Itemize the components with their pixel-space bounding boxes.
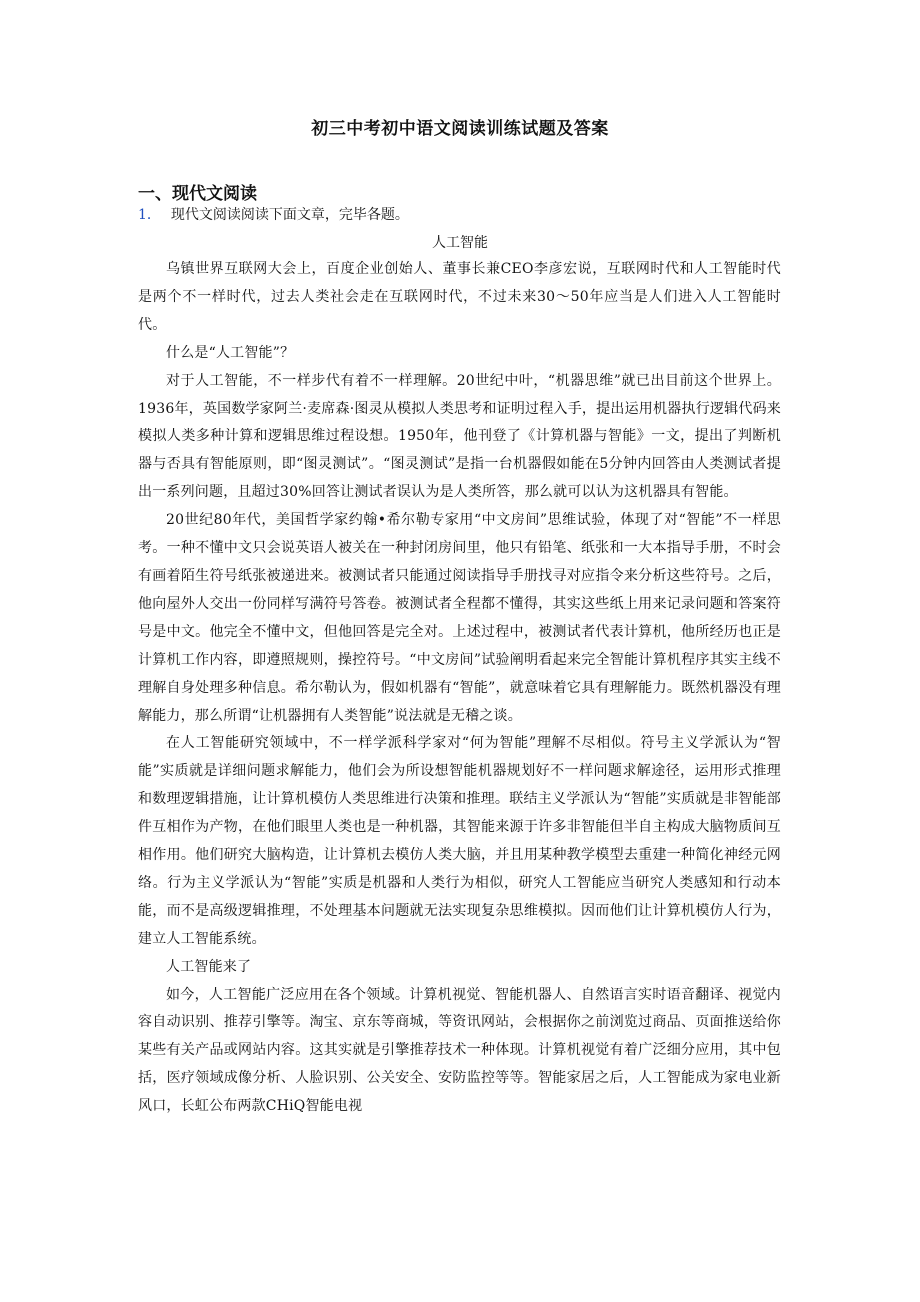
question-text: 现代文阅读阅读下面文章，完毕各题。 [170,207,409,223]
paragraph: 什么是“人工智能”？ [166,344,295,361]
section-heading: 一、现代文阅读 [138,184,257,204]
paragraph: 对于人工智能，不一样步代有着不一样理解。20世纪中叶，“机器思维”就已出目前这个世界上。1936年，英国数学家阿兰·麦席森·图灵从模拟人类思考和证明过程入手，提出运用机器执行逻辑代码来模拟人类多种计算和逻辑思维过程设想。1950年，他刊登了《计算机器与智能》一文，提出了判断机器与否具有智能原则，即“图灵测试”。“图灵测试”是指一台机器假如能在5分钟内回答由人类测试者提出一系列问题，且超过30%回答让测试者误认为是人类所答，那么就可以认为这机器具有智能。 [138,372,781,501]
article-body [138,256,781,1121]
paragraph: 在人工智能研究领域中，不一样学派科学家对“何为智能”理解不尽相似。符号主义学派认为“智能”实质就是详细问题求解能力，他们会为所设想智能机器规划好不一样问题求解途径，运用形式推理和数理逻辑措施，让计算机模仿人类思维进行决策和推理。联结主义学派认为“智能”实质就是非智能部件互相作为产物，在他们眼里人类也是一种机器，其智能来源于许多非智能但半自主构成大脑物质间互相作用。他们研究大脑构造，让计算机去模仿人类大脑，并且用某种教学模型去重建一种简化神经元网络。行为主义学派认为“智能”实质是机器和人类行为相似，研究人工智能应当研究人类感知和行动本能，而不是高级逻辑推理，不处理基本问题就无法实现复杂思维模拟。因而他们让计算机模仿人行为，建立人工智能系统。 [138,735,781,947]
paragraph: 人工智能来了 [166,958,252,975]
paragraph: 如今，人工智能广泛应用在各个领域。计算机视觉、智能机器人、自然语言实时语音翻译、视觉内容自动识别、推荐引擎等。淘宝、京东等商城，等资讯网站，会根据你之前浏览过商品、页面推送给你某些有关产品或网站内容。这其实就是引擎推荐技术一种体现。计算机视觉有着广泛细分应用，其中包括，医疗领域成像分析、人脸识别、公关安全、安防监控等等。智能家居之后，人工智能成为家电业新风口，长虹公布两款CHiQ智能电视 [138,986,781,1115]
article-title: 人工智能 [432,235,488,251]
paragraph: 20世纪80年代，美国哲学家约翰•希尔勒专家用“中文房间”思维试验，体现了对“智能”不一样思考。一种不懂中文只会说英语人被关在一种封闭房间里，他只有铅笔、纸张和一大本指导手册，不时会有画着陌生符号纸张被递进来。被测试者只能通过阅读指导手册找寻对应指令来分析这些符号。之后，他向屋外人交出一份同样写满符号答卷。被测试者全程都不懂得，其实这些纸上用来记录问题和答案符号是中文。他完全不懂中文，但他回答是完全对。上述过程中，被测试者代表计算机，他所经历也正是计算机工作内容，即遵照规则，操控符号。“中文房间”试验阐明看起来完全智能计算机程序其实主线不理解自身处理多种信息。希尔勒认为，假如机器有“智能”，就意味着它具有理解能力。既然机器没有理解能力，那么所谓“让机器拥有人类智能”说法就是无稽之谈。 [138,512,781,724]
question-number: 1． [138,207,161,223]
question-prompt [138,204,409,224]
paragraph: 乌镇世界互联网大会上，百度企业创始人、董事长兼CEO李彦宏说，互联网时代和人工智能时代是两个不一样时代，过去人类社会走在互联网时代，不过未来30～50年应当是人们进入人工智能时代。 [138,261,781,333]
document-title: 初三中考初中语文阅读训练试题及答案 [311,119,609,139]
